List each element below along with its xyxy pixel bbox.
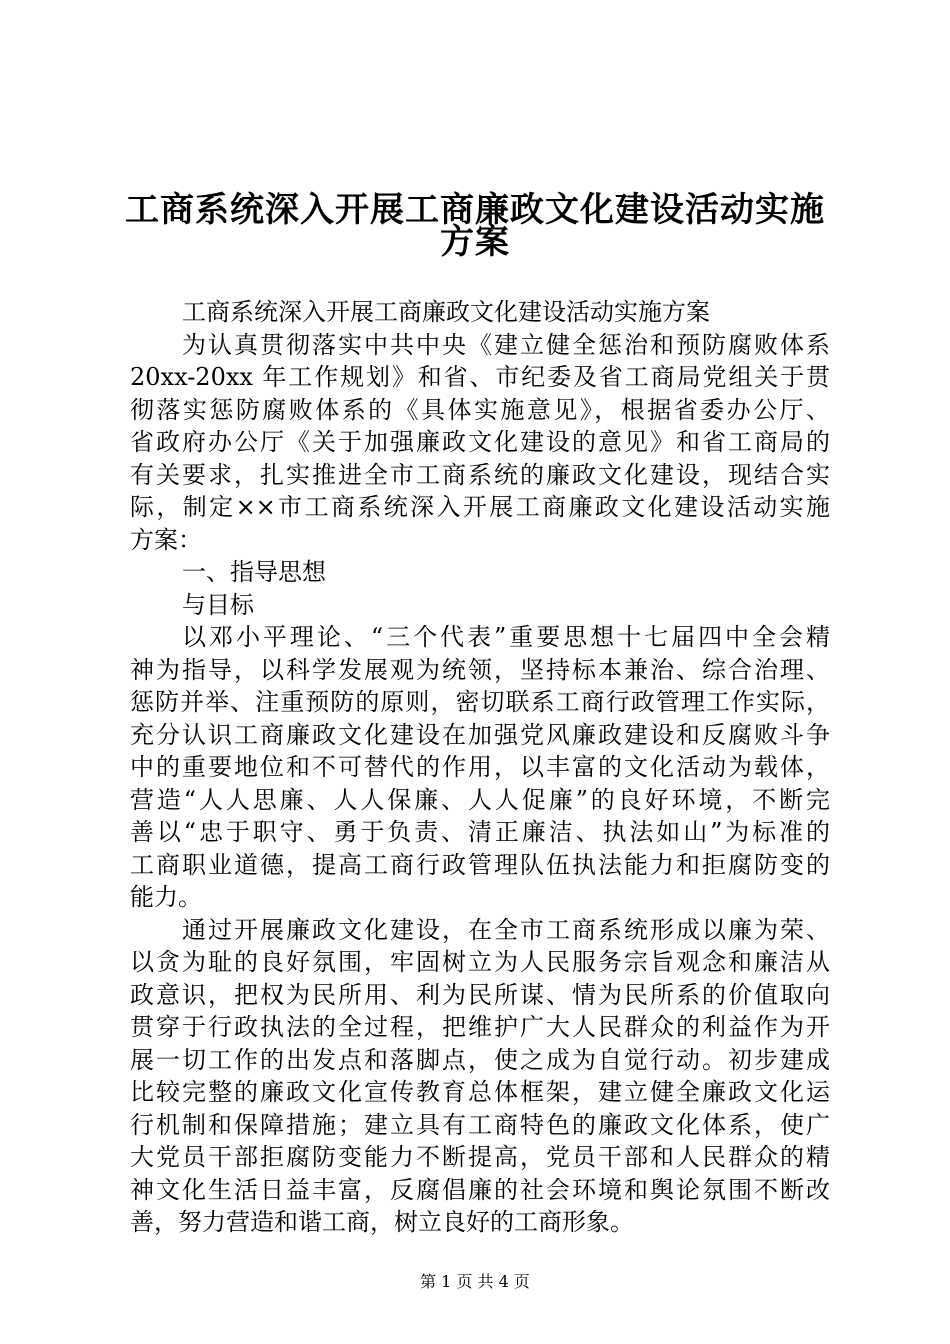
body-line: 行机制和保障措施；建立具有工商特色的廉政文化体系，使广 [130, 1110, 830, 1139]
body-line: 神为指导，以科学发展观为统领，坚持标本兼治、综合治理、 [130, 655, 830, 684]
section-heading: 与目标 [182, 590, 254, 619]
document-body [130, 296, 830, 1239]
body-line: 20xx-20xx 年工作规划》和省、市纪委及省工商局党组关于贯 [130, 363, 830, 391]
document-title-line-1: 工商系统深入开展工商廉政文化建设活动实施 [125, 190, 825, 230]
body-line: 营造“人人思廉、人人保廉、人人促廉”的良好环境，不断完 [130, 785, 830, 814]
body-line: 工商职业道德，提高工商行政管理队伍执法能力和拒腐防变的 [130, 850, 830, 879]
body-line: 神文化生活日益丰富，反腐倡廉的社会环境和舆论氛围不断改 [130, 1175, 830, 1204]
body-line: 能力。 [130, 883, 202, 911]
body-line: 比较完整的廉政文化宣传教育总体框架，建立健全廉政文化运 [130, 1078, 830, 1106]
body-line: 有关要求，扎实推进全市工商系统的廉政文化建设，现结合实 [130, 460, 830, 489]
body-line: 彻落实惩防腐败体系的《具体实施意见》，根据省委办公厅、 [130, 395, 830, 424]
body-line: 以邓小平理论、“三个代表”重要思想十七届四中全会精 [182, 623, 830, 651]
body-line: 大党员干部拒腐防变能力不断提高，党员干部和人民群众的精 [130, 1143, 830, 1171]
document-title-line-2: 方案 [440, 222, 510, 262]
body-line: 方案： [130, 525, 202, 554]
body-line: 政意识，把权为民所用、利为民所谋、情为民所系的价值取向 [130, 980, 830, 1009]
body-line: 展一切工作的出发点和落脚点，使之成为自觉行动。初步建成 [130, 1045, 830, 1074]
section-heading: 一、指导思想 [182, 558, 326, 586]
body-line: 工商系统深入开展工商廉政文化建设活动实施方案 [182, 298, 710, 326]
body-line: 惩防并举、注重预防的原则，密切联系工商行政管理工作实际， [130, 688, 830, 716]
body-line: 为认真贯彻落实中共中央《建立健全惩治和预防腐败体系 [182, 330, 830, 359]
body-line: 善，努力营造和谐工商，树立良好的工商形象。 [130, 1208, 634, 1236]
page-footer: 第 1 页 共 4 页 [420, 1272, 530, 1291]
body-line: 际，制定××市工商系统深入开展工商廉政文化建设活动实施 [130, 493, 830, 521]
body-line: 中的重要地位和不可替代的作用，以丰富的文化活动为载体， [130, 753, 830, 781]
body-line: 贯穿于行政执法的全过程，把维护广大人民群众的利益作为开 [130, 1013, 830, 1041]
body-line: 充分认识工商廉政文化建设在加强党风廉政建设和反腐败斗争 [130, 720, 830, 749]
body-line: 以贪为耻的良好氛围，牢固树立为人民服务宗旨观念和廉洁从 [130, 948, 830, 976]
body-line: 省政府办公厅《关于加强廉政文化建设的意见》和省工商局的 [130, 428, 830, 456]
body-line: 善以“忠于职守、勇于负责、清正廉洁、执法如山”为标准的 [130, 818, 830, 846]
body-line: 通过开展廉政文化建设，在全市工商系统形成以廉为荣、 [182, 915, 830, 944]
